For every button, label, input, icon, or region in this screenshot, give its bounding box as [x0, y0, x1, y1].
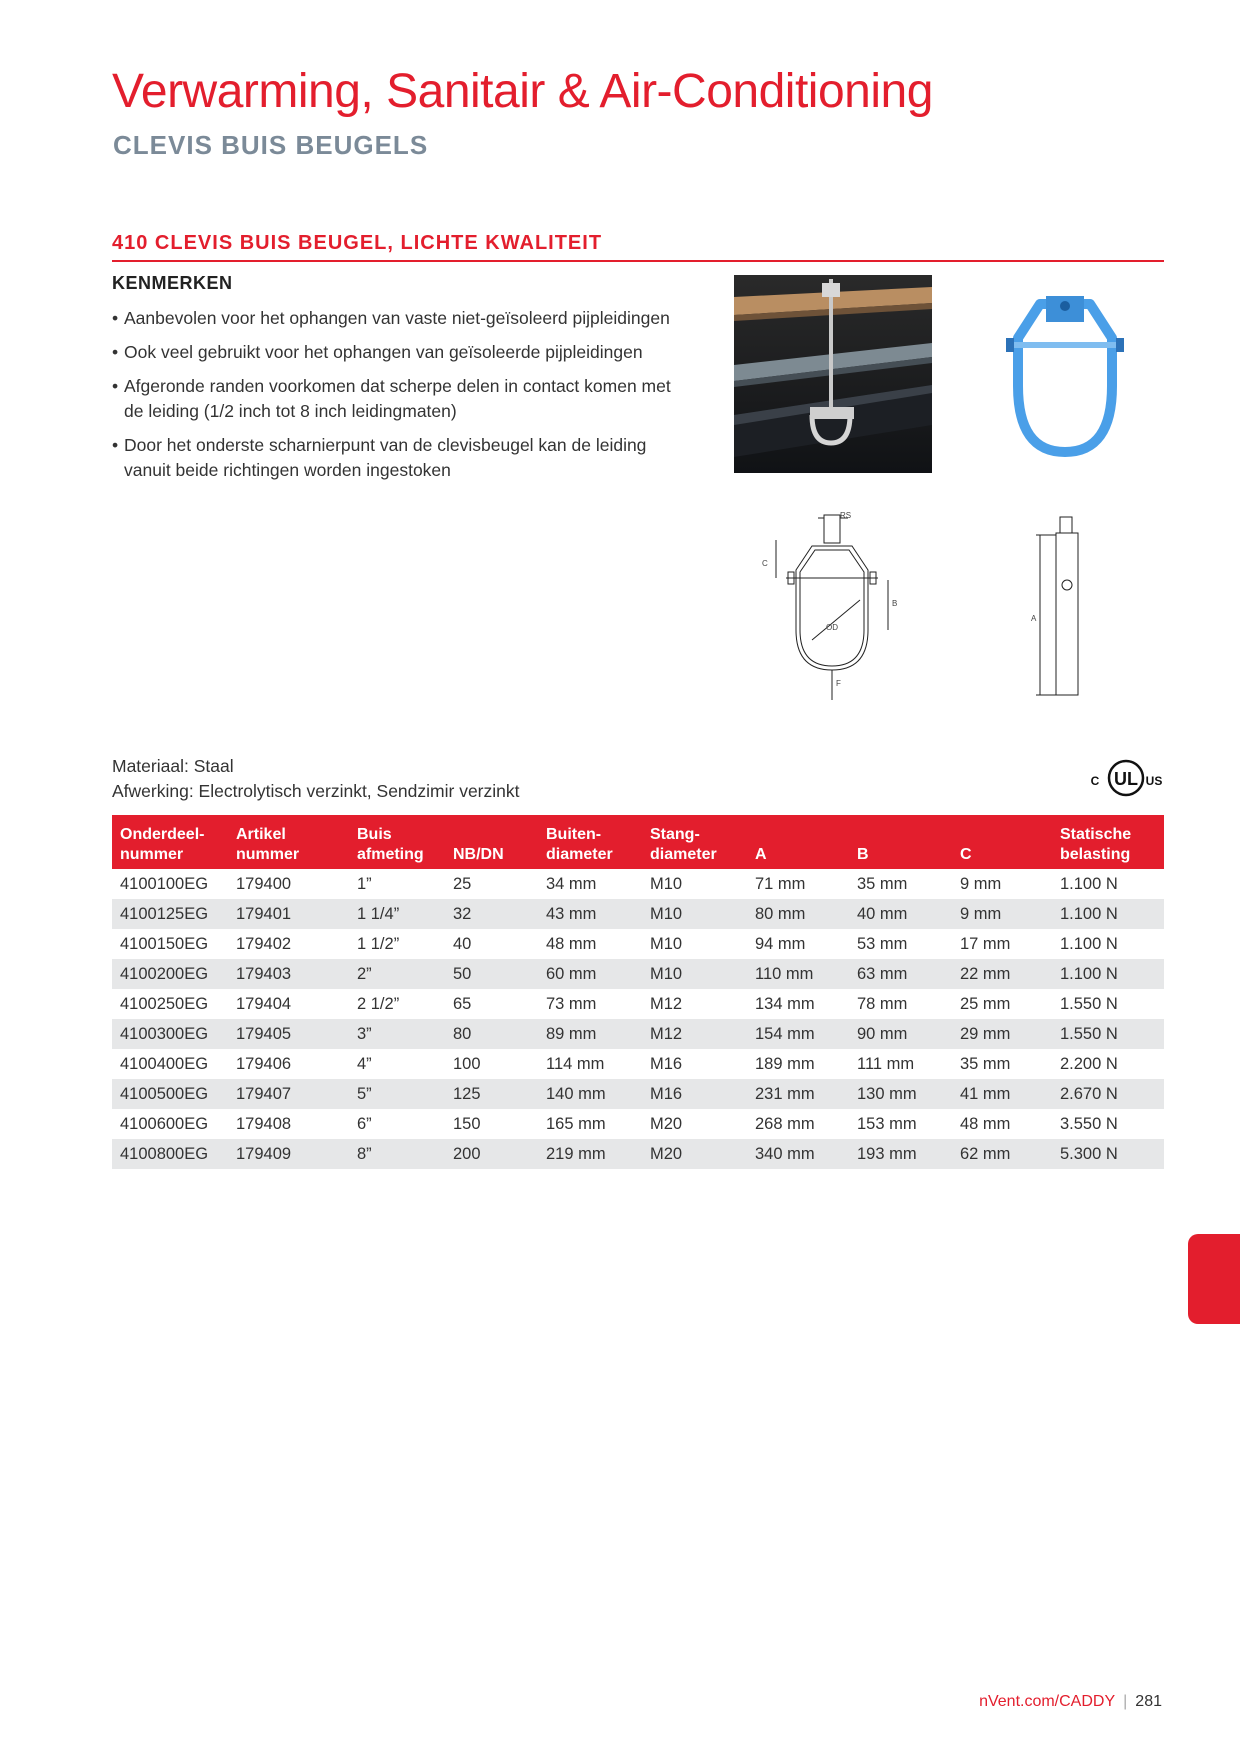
feature-item: • Aanbevolen voor het ophangen van vaste niet-geïsoleerd pijpleidingen [112, 306, 692, 331]
ul-text: UL [1114, 769, 1138, 789]
table-cell: 1.550 N [1052, 1019, 1164, 1049]
table-cell: 1.550 N [1060, 995, 1118, 1013]
column-header [538, 815, 642, 869]
table-cell: M20 [650, 1115, 683, 1133]
table-cell: 9 mm [960, 875, 1002, 893]
footer-separator: | [1123, 1693, 1128, 1710]
column-header-line: C [960, 846, 972, 863]
table-cell: 4100800EG [112, 1139, 228, 1169]
table-cell: 4100250EG [120, 995, 209, 1013]
table-cell: 22 mm [952, 959, 1052, 989]
table-cell: 179408 [236, 1115, 292, 1133]
table-cell: 1.100 N [1052, 959, 1164, 989]
table-row [112, 899, 1164, 929]
table-cell: 60 mm [538, 959, 642, 989]
chapter-tab-marker [1188, 1234, 1240, 1324]
table-cell: 2.670 N [1052, 1079, 1164, 1109]
table-cell: 200 [445, 1139, 538, 1169]
table-cell: 153 mm [857, 1115, 917, 1133]
table-cell: 65 [453, 995, 472, 1013]
table-row [112, 1019, 1164, 1049]
table-cell: 1 1/2” [357, 935, 400, 953]
table-cell: 50 [445, 959, 538, 989]
column-header [1052, 815, 1164, 869]
table-cell: 150 [453, 1115, 481, 1133]
table-cell: 130 mm [849, 1079, 952, 1109]
table-cell: 89 mm [538, 1019, 642, 1049]
column-header-line: A [755, 846, 767, 863]
table-cell: 4100500EG [112, 1079, 228, 1109]
column-header [849, 815, 952, 869]
page-footer [979, 1693, 1162, 1711]
column-header [952, 815, 1052, 869]
table-cell: 140 mm [538, 1079, 642, 1109]
table-cell: 179405 [228, 1019, 349, 1049]
material-text: Materiaal: Staal [112, 756, 234, 776]
table-cell: 219 mm [538, 1139, 642, 1169]
table-row [112, 959, 1164, 989]
label-f: F [836, 679, 841, 688]
column-header-line: belasting [1060, 846, 1131, 863]
table-cell: 43 mm [538, 899, 642, 929]
table-cell: 5” [349, 1079, 445, 1109]
table-cell: 125 [445, 1079, 538, 1109]
table-cell: 17 mm [960, 935, 1011, 953]
table-cell: 100 [453, 1055, 481, 1073]
table-cell: 231 mm [747, 1079, 849, 1109]
finish-text: Afwerking: Electrolytisch verzinkt, Sendzimir verzinkt [112, 781, 520, 801]
table-cell: 80 mm [747, 899, 849, 929]
table-cell: 179407 [228, 1079, 349, 1109]
table-cell: 111 mm [857, 1055, 915, 1073]
column-header [349, 815, 445, 869]
table-cell: 6” [357, 1115, 372, 1133]
table-cell: M10 [642, 959, 747, 989]
column-header [112, 815, 228, 869]
table-cell: 1.100 N [1060, 935, 1118, 953]
table-cell: M10 [650, 875, 683, 893]
table-cell: 62 mm [952, 1139, 1052, 1169]
table-cell: 94 mm [755, 935, 806, 953]
column-header-line: Stang- [650, 826, 700, 843]
column-header-line: diameter [650, 846, 717, 863]
table-cell: 29 mm [952, 1019, 1052, 1049]
column-header-line: nummer [236, 846, 300, 863]
table-cell: 4” [357, 1055, 372, 1073]
table-cell: 4100150EG [120, 935, 209, 953]
table-row [112, 989, 1164, 1019]
table-cell: M10 [650, 935, 683, 953]
table-cell: 179401 [228, 899, 349, 929]
table-cell: 4100200EG [112, 959, 228, 989]
technical-drawing-front [752, 510, 912, 710]
table-cell: 340 mm [747, 1139, 849, 1169]
page-number: 281 [1135, 1693, 1162, 1710]
column-header-line: diameter [546, 846, 613, 863]
table-cell: 25 mm [960, 995, 1011, 1013]
column-header [228, 815, 349, 869]
table-cell: M20 [642, 1139, 747, 1169]
table-cell: 41 mm [952, 1079, 1052, 1109]
table-cell: 4100125EG [112, 899, 228, 929]
table-cell: M12 [650, 995, 683, 1013]
product-image [1000, 286, 1130, 462]
column-header-line: NB/DN [453, 846, 504, 863]
feature-item: • Ook veel gebruikt voor het ophangen van geïsoleerde pijpleidingen [112, 340, 692, 365]
table-cell: 9 mm [952, 899, 1052, 929]
table-cell: 53 mm [857, 935, 908, 953]
column-header-line: Statische [1060, 826, 1132, 843]
column-header-line: afmeting [357, 846, 424, 863]
table-cell: 4100100EG [120, 875, 209, 893]
table-cell: 193 mm [849, 1139, 952, 1169]
table-cell: 48 mm [960, 1115, 1011, 1133]
ul-certification-logo [1088, 758, 1164, 798]
column-header-line: Artikel [236, 826, 286, 843]
table-cell: M16 [642, 1079, 747, 1109]
table-cell: 179403 [228, 959, 349, 989]
table-cell: 1” [357, 875, 372, 893]
table-header-row [112, 815, 1164, 869]
installation-photo [734, 275, 932, 473]
table-cell: 2.200 N [1060, 1055, 1118, 1073]
table-cell: 1.100 N [1060, 875, 1118, 893]
table-cell: 1.100 N [1052, 899, 1164, 929]
table-cell: 4100300EG [112, 1019, 228, 1049]
label-c: C [762, 559, 768, 568]
table-row [112, 869, 1164, 899]
table-cell: 165 mm [546, 1115, 606, 1133]
column-header [747, 815, 849, 869]
table-cell: 3.550 N [1060, 1115, 1118, 1133]
table-cell: 40 [453, 935, 472, 953]
column-header-line: B [857, 846, 869, 863]
column-header [642, 815, 747, 869]
table-cell: 154 mm [747, 1019, 849, 1049]
table-cell: 268 mm [755, 1115, 815, 1133]
label-a: A [1031, 614, 1037, 623]
page-subtitle: CLEVIS BUIS BEUGELS [113, 130, 429, 160]
table-cell: 63 mm [849, 959, 952, 989]
table-cell: 179406 [236, 1055, 292, 1073]
label-b: B [892, 599, 898, 608]
table-cell: 179402 [236, 935, 292, 953]
table-cell: 114 mm [546, 1055, 605, 1073]
table-cell: 25 [453, 875, 472, 893]
table-cell: 8” [349, 1139, 445, 1169]
section-heading: 410 CLEVIS BUIS BEUGEL, LICHTE KWALITEIT [112, 232, 1164, 262]
table-cell: 3” [349, 1019, 445, 1049]
table-cell: 35 mm [857, 875, 908, 893]
table-cell: 4100400EG [120, 1055, 209, 1073]
table-cell: M12 [642, 1019, 747, 1049]
table-row [112, 1109, 1164, 1139]
table-cell: 80 [445, 1019, 538, 1049]
specification-table [112, 815, 1164, 1169]
table-cell: 71 mm [755, 875, 806, 893]
material-info [112, 754, 519, 804]
label-od: OD [826, 623, 838, 632]
table-cell: 5.300 N [1052, 1139, 1164, 1169]
table-cell: 179404 [236, 995, 292, 1013]
table-cell: 4100600EG [120, 1115, 209, 1133]
feature-item: • Door het onderste scharnierpunt van de clevisbeugel kan de leiding vanuit beide richtingen worden ingestoken [112, 433, 692, 483]
table-cell: 90 mm [849, 1019, 952, 1049]
table-cell: 78 mm [857, 995, 908, 1013]
ul-us-text: US [1145, 774, 1163, 788]
table-cell: 34 mm [546, 875, 597, 893]
feature-item: • Afgeronde randen voorkomen dat scherpe delen in contact komen met de leiding (1/2 inch tot 8 inch leidingmaten) [112, 374, 692, 424]
table-row [112, 1049, 1164, 1079]
table-cell: 189 mm [755, 1055, 815, 1073]
table-cell: M16 [650, 1055, 683, 1073]
column-header-line: Buiten- [546, 826, 602, 843]
table-cell: 134 mm [755, 995, 815, 1013]
table-cell: 35 mm [960, 1055, 1011, 1073]
table-cell: M10 [642, 899, 747, 929]
column-header-line: Buis [357, 826, 392, 843]
table-cell: 179409 [228, 1139, 349, 1169]
technical-drawing-side [1028, 515, 1088, 700]
table-cell: 179400 [236, 875, 292, 893]
ul-c-text: C [1090, 774, 1100, 788]
table-cell: 73 mm [546, 995, 597, 1013]
footer-url[interactable]: nVent.com/CADDY [979, 1693, 1116, 1710]
label-rs: RS [840, 511, 852, 520]
table-cell: 2 1/2” [357, 995, 400, 1013]
table-cell: 48 mm [546, 935, 597, 953]
table-cell: 110 mm [747, 959, 849, 989]
page-title: Verwarming, Sanitair & Air-Conditioning [112, 65, 933, 118]
table-cell: 2” [349, 959, 445, 989]
table-cell: 1 1/4” [349, 899, 445, 929]
column-header [445, 815, 538, 869]
column-header-line: nummer [120, 846, 184, 863]
column-header-line: Onderdeel- [120, 826, 205, 843]
features-title: KENMERKEN [112, 273, 233, 293]
table-cell: 40 mm [849, 899, 952, 929]
table-row [112, 929, 1164, 959]
table-row [112, 1079, 1164, 1109]
table-row [112, 1139, 1164, 1169]
features-list [112, 306, 692, 492]
table-cell: 32 [445, 899, 538, 929]
